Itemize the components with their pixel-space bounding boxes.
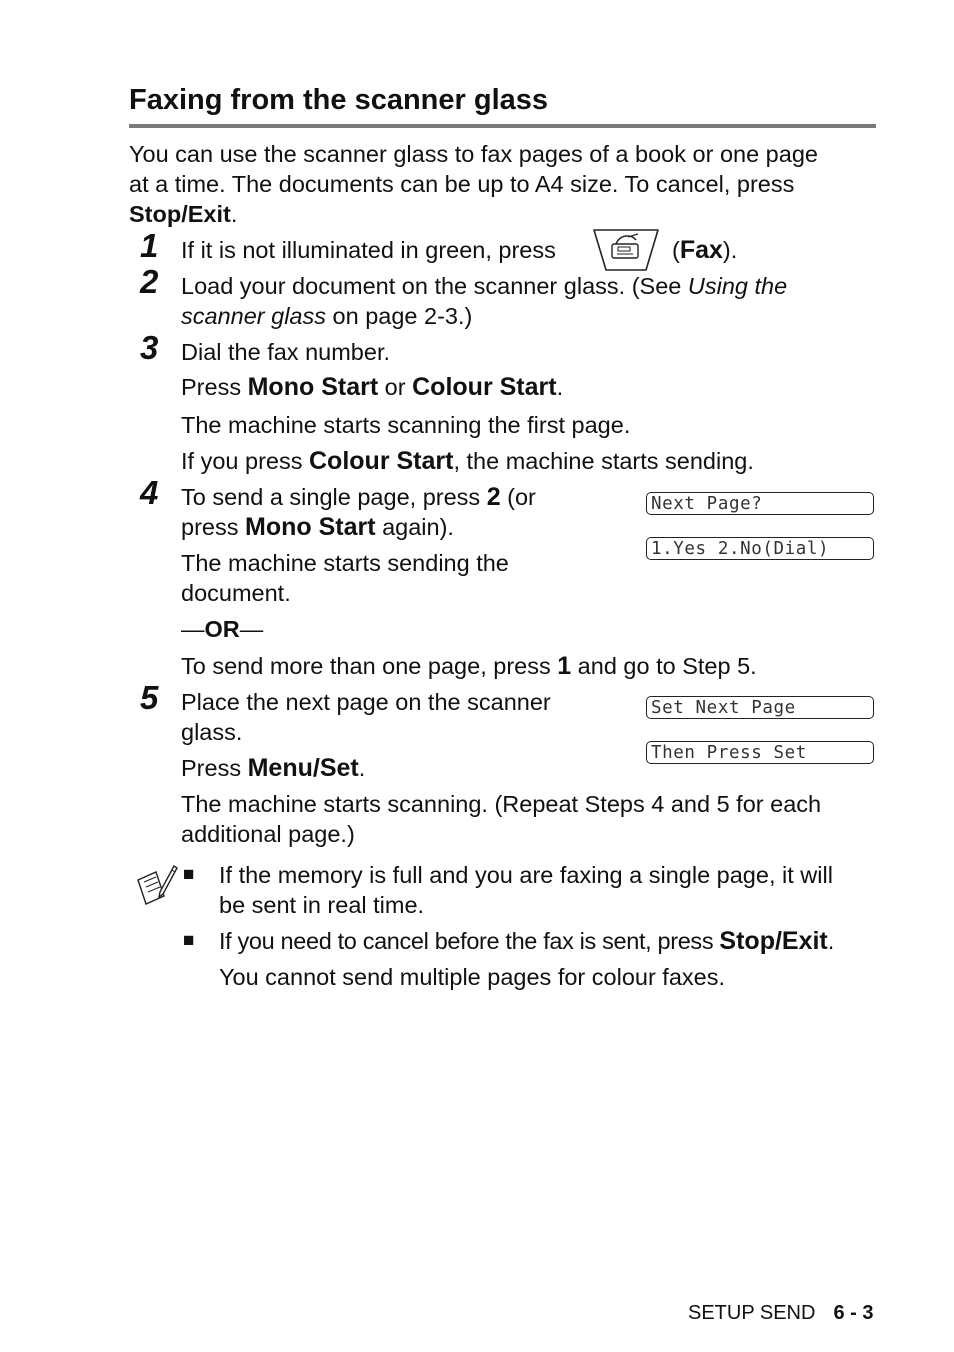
note-bullet: ■ [183, 930, 195, 951]
step-4-sending: The machine starts sending the document. [181, 550, 509, 606]
stop-exit-key: Stop/Exit [719, 927, 828, 955]
step-number-2: 2 [140, 263, 159, 300]
intro-line-1: You can use the scanner glass to fax pages of a book or one page [129, 141, 818, 167]
menu-set-key: Menu/Set [247, 754, 359, 782]
step-number-3: 3 [140, 329, 159, 366]
step-3-line-3: The machine starts scanning the first page. [181, 412, 631, 438]
page-title: Faxing from the scanner glass [129, 84, 549, 116]
page-number: 6 - 3 [833, 1302, 874, 1324]
step-number-4: 4 [140, 474, 159, 511]
step-3-line-1: Dial the fax number. [181, 339, 390, 365]
fax-key: Fax [679, 236, 723, 264]
note-2-line-2: You cannot send multiple pages for colour faxes. [219, 964, 726, 990]
step-5-text: Place the next page on the scanner glass. [181, 689, 551, 745]
title-rule [129, 124, 876, 128]
colour-start-key: Colour Start [309, 447, 454, 475]
step-5-press: Press Menu/Set. [181, 754, 366, 782]
step-1-fax-label: (Fax). [672, 236, 738, 264]
step-4-or: —OR— [181, 616, 264, 642]
step-3-line-2: Press Mono Start or Colour Start. [181, 373, 564, 401]
step-1-text: If it is not illuminated in green, press [181, 237, 556, 263]
footer-section: SETUP SEND [688, 1302, 816, 1324]
note-pencil-icon [134, 862, 178, 906]
intro-paragraph [129, 139, 889, 229]
lcd-display-line: Next Page? [646, 492, 874, 515]
step-4-text: To send a single page, press 2 (or press Mono Start again). [181, 483, 536, 541]
intro-line-3: Stop/Exit. [129, 201, 238, 227]
lcd-display-line: Set Next Page [646, 696, 874, 719]
note-1: If the memory is full and you are faxing a single page, it will be sent in real time. [219, 862, 833, 918]
step-3-line-4: If you press Colour Start, the machine starts sending. [181, 447, 754, 475]
step-4-more-pages: To send more than one page, press 1 and go to Step 5. [181, 652, 757, 680]
page-footer [688, 1301, 873, 1325]
note-2: If you need to cancel before the fax is sent, press Stop/Exit. [219, 927, 834, 955]
step-5-scanning: The machine starts scanning. (Repeat Steps 4 and 5 for each additional page.) [181, 791, 822, 847]
step-2-text: Load your document on the scanner glass. (See Using the scanner glass on page 2-3.) [181, 273, 788, 329]
step-number-5: 5 [140, 679, 159, 716]
mono-start-key: Mono Start [247, 373, 379, 401]
stop-exit-key: Stop/Exit [129, 201, 231, 227]
step-number-1: 1 [140, 227, 159, 264]
lcd-display-line: Then Press Set [646, 741, 874, 764]
colour-start-key: Colour Start [412, 373, 557, 401]
lcd-display-line: 1.Yes 2.No(Dial) [646, 537, 874, 560]
mono-start-key: Mono Start [245, 513, 376, 541]
note-bullet: ■ [183, 864, 195, 885]
intro-line-2: at a time. The documents can be up to A4 size. To cancel, press [129, 171, 795, 197]
fax-button-icon [590, 226, 662, 274]
